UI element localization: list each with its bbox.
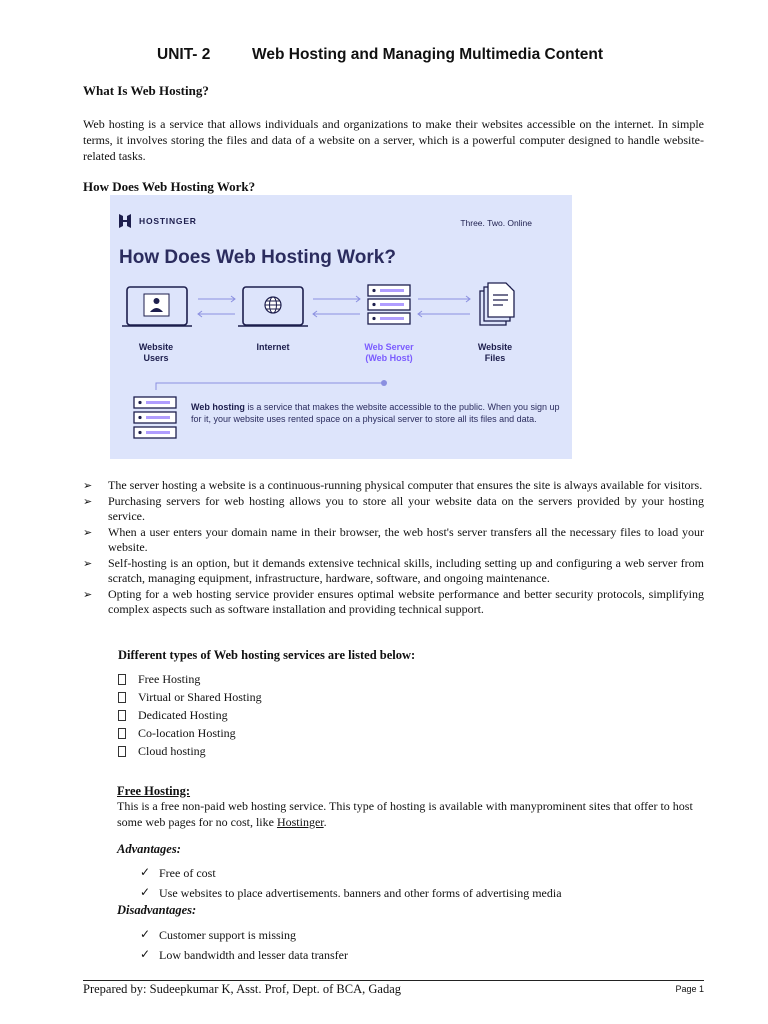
brand-tagline: Three. Two. Online xyxy=(460,218,532,228)
list-item-text: Low bandwidth and lesser data transfer xyxy=(159,948,348,962)
list-item-text: Dedicated Hosting xyxy=(138,708,228,722)
list-item xyxy=(118,725,262,743)
list-item-text: Self-hosting is an option, but it demands extensive technical skills, including setting up and configuring a web server from scratch, managing equipment, infrastructure, hardware, software, and ongoing maintenance. xyxy=(108,555,704,585)
website-users-icon xyxy=(122,287,192,326)
arrow-bullet-icon: ➢ xyxy=(83,479,93,492)
list-item xyxy=(118,671,262,689)
list-item-text: Purchasing servers for web hosting allows you to store all your website data on the servers provided by your hosting service. xyxy=(108,493,704,523)
advantages-list xyxy=(140,865,562,905)
node-label-line: Internet xyxy=(256,342,290,352)
infographic-title: How Does Web Hosting Work? xyxy=(119,247,396,268)
node-label-internet xyxy=(228,342,318,353)
intro-paragraph: Web hosting is a service that allows individuals and organizations to make their websites accessible on the internet. In simple terms, it involves storing the files and data of a website on a server, which is a powerful computer designed to handle website-related tasks. xyxy=(83,117,704,163)
arrow-bullet-icon: ➢ xyxy=(83,494,93,508)
disadvantages-list xyxy=(140,927,348,967)
node-label-line: Files xyxy=(484,353,506,363)
infographic-description-bold: Web hosting xyxy=(191,402,245,412)
advantages-heading: Advantages: xyxy=(117,842,181,856)
box-bullet-icon xyxy=(118,674,126,685)
disadvantages-heading: Disadvantages: xyxy=(117,903,197,917)
website-files-icon xyxy=(480,283,514,325)
hosting-types-list xyxy=(118,671,262,761)
page-number: Page 1 xyxy=(675,984,704,994)
arrow-bullet-icon: ➢ xyxy=(83,525,93,539)
list-item-text: Opting for a web hosting service provider ensures optimal website performance and better security protocols, simplifying complex aspects such as software installation and providing technical support. xyxy=(108,586,704,616)
box-bullet-icon xyxy=(118,692,126,703)
web-hosting-infographic xyxy=(110,195,572,459)
node-label-website-users xyxy=(111,342,201,364)
box-bullet-icon xyxy=(118,728,126,739)
check-icon: ✓ xyxy=(140,927,151,941)
free-hosting-heading: Free Hosting: xyxy=(117,784,191,798)
list-item xyxy=(118,707,262,725)
node-label-line: (Web Host) xyxy=(365,353,413,363)
types-heading: Different types of Web hosting services are listed below: xyxy=(118,648,416,662)
unit-label: UNIT- 2 xyxy=(157,46,211,63)
list-item-text: Cloud hosting xyxy=(138,744,206,758)
list-item xyxy=(140,927,348,947)
internet-globe-icon xyxy=(238,287,308,326)
list-item-text: Customer support is missing xyxy=(159,928,297,942)
heading-what-is-web-hosting: What Is Web Hosting? xyxy=(83,83,209,98)
list-item xyxy=(83,556,704,587)
web-server-icon xyxy=(368,285,410,324)
list-item xyxy=(83,525,704,556)
unit-title: Web Hosting and Managing Multimedia Content xyxy=(252,46,604,63)
list-item xyxy=(83,587,704,618)
list-item-text: Co-location Hosting xyxy=(138,726,236,740)
heading-how-does-it-work: How Does Web Hosting Work? xyxy=(83,179,256,194)
brand-name: HOSTINGER xyxy=(139,216,197,226)
infographic-description xyxy=(191,401,561,425)
hosting-facts-list xyxy=(83,478,704,618)
list-item-text: The server hosting a website is a continuous-running physical computer that ensures the site is always available for visitors. xyxy=(108,478,703,492)
free-hosting-text-end: . xyxy=(323,814,327,829)
list-item-text: Free of cost xyxy=(159,866,216,880)
list-item xyxy=(140,865,562,885)
flow-arrows xyxy=(198,296,470,317)
list-item xyxy=(83,494,704,525)
timeline-line xyxy=(156,380,387,390)
list-item-text: Virtual or Shared Hosting xyxy=(138,690,262,704)
arrow-bullet-icon: ➢ xyxy=(83,587,93,601)
list-item xyxy=(140,885,562,905)
list-item-text: When a user enters your domain name in their browser, the web host's server transfers all the necessary files to load your website. xyxy=(108,524,704,554)
list-item xyxy=(118,743,262,761)
list-item xyxy=(118,689,262,707)
node-label-line: Web Server xyxy=(364,342,414,352)
check-icon: ✓ xyxy=(140,865,151,879)
list-item-text: Use websites to place advertisements. banners and other forms of advertising media xyxy=(159,886,562,900)
node-label-website-files xyxy=(450,342,540,364)
arrow-bullet-icon: ➢ xyxy=(83,556,93,570)
node-label-web-server xyxy=(344,342,434,364)
free-hosting-paragraph xyxy=(117,799,707,830)
list-item xyxy=(83,478,704,494)
server-stack-icon xyxy=(134,397,176,438)
box-bullet-icon xyxy=(118,710,126,721)
check-icon: ✓ xyxy=(140,885,151,899)
node-label-line: Website xyxy=(138,342,174,352)
hostinger-link[interactable]: Hostinger xyxy=(276,814,324,829)
infographic-description-text: is a service that makes the website accessible to the public. When you sign up for it, your website uses rented space on a physical server to store all its files and data. xyxy=(191,402,560,424)
list-item xyxy=(140,947,348,967)
node-label-line: Website xyxy=(477,342,513,352)
box-bullet-icon xyxy=(118,746,126,757)
list-item-text: Free Hosting xyxy=(138,672,201,686)
footer-divider xyxy=(83,980,704,981)
check-icon: ✓ xyxy=(140,947,151,961)
node-label-line: Users xyxy=(143,353,169,363)
free-hosting-text: This is a free non-paid web hosting service. This type of hosting is available with manyprominent sites that offer to host some web pages for no cost, like xyxy=(117,799,693,829)
footer-author: Prepared by: Sudeepkumar K, Asst. Prof, Dept. of BCA, Gadag xyxy=(83,982,402,996)
